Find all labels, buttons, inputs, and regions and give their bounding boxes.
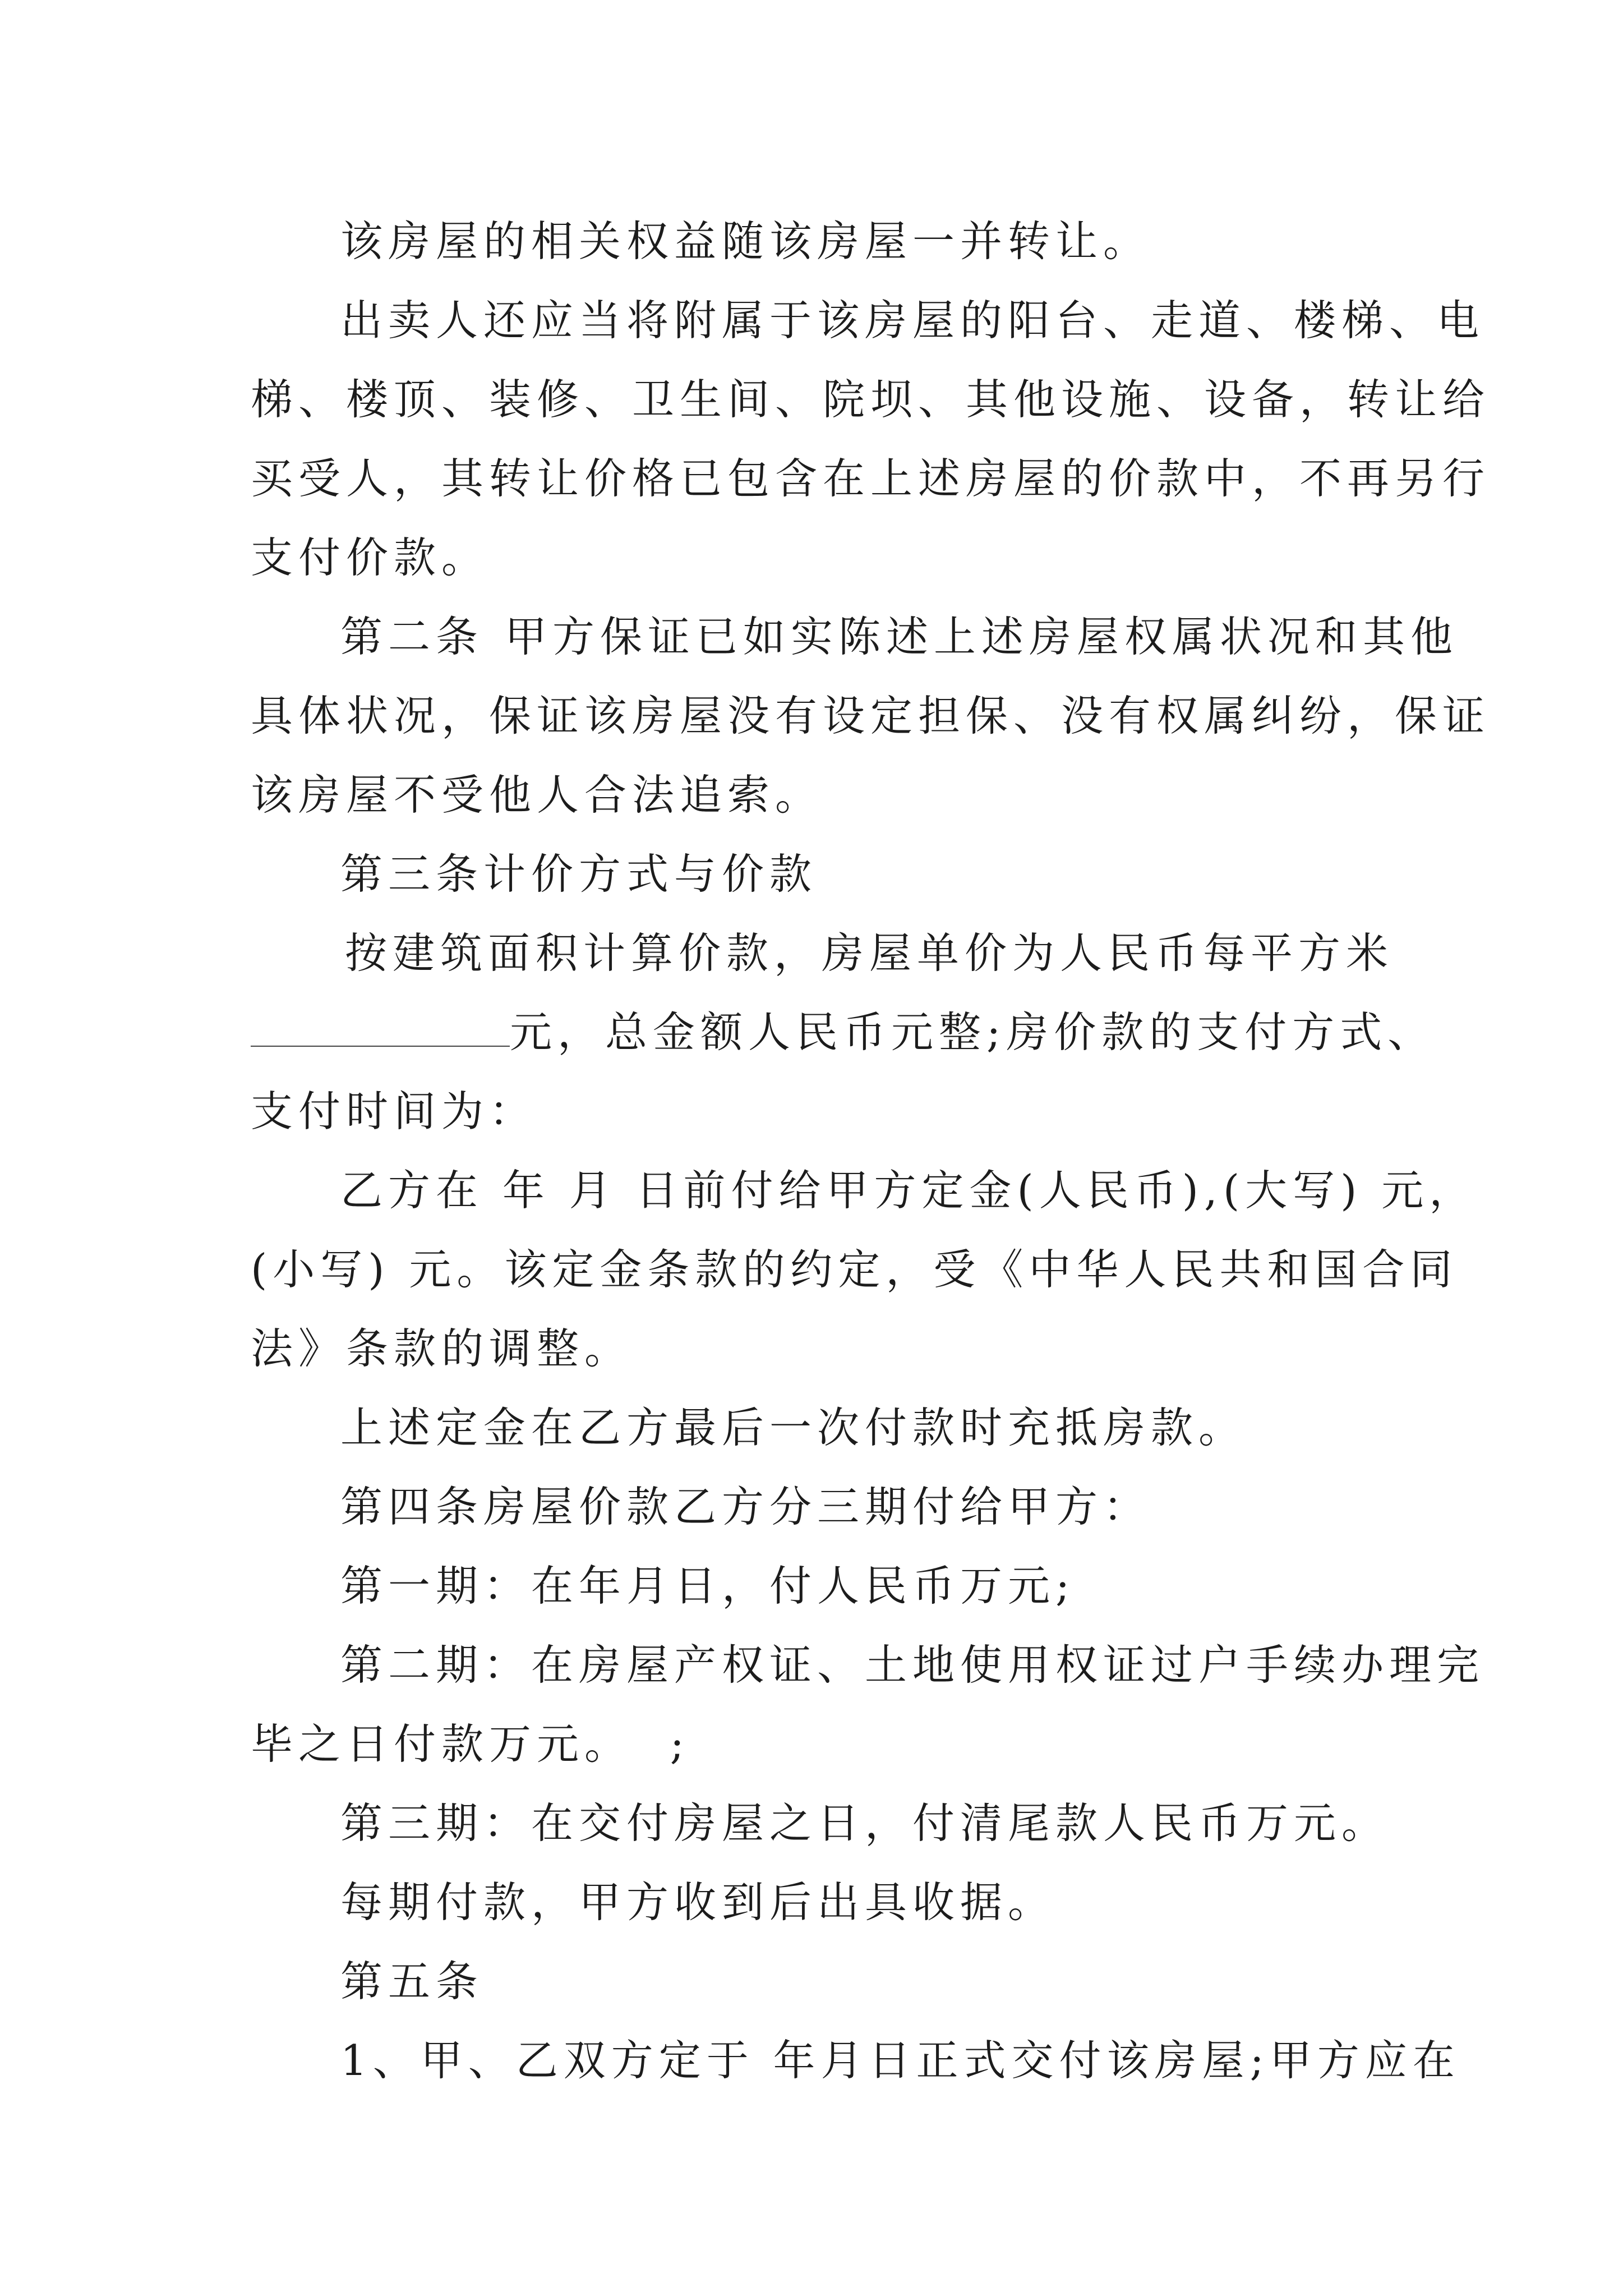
article-heading: 第五条 [340, 1957, 484, 2006]
paragraph-line: 具体状况，保证该房屋没有设定担保、没有权属纠纷，保证 [251, 691, 1491, 740]
paragraph-line: 1、甲、乙双方定于 年月日正式交付该房屋;甲方应在 [340, 2036, 1460, 2085]
price-text: 元，总金额人民币元整;房价款的支付方式、 [510, 1007, 1436, 1057]
paragraph-line: 第一期：在年月日，付人民币万元; [340, 1561, 1076, 1611]
paragraph-line: 梯、楼顶、装修、卫生间、院坝、其他设施、设备，转让给 [251, 375, 1491, 424]
fill-in-blank [251, 1006, 510, 1047]
paragraph-line: 按建筑面积计算价款，房屋单价为人民币每平方米 [345, 928, 1394, 978]
contract-text [251, 202, 1491, 2100]
paragraph-line: 上述定金在乙方最后一次付款时充抵房款。 [340, 1403, 1247, 1452]
article-heading: 第四条房屋价款乙方分三期付给甲方： [340, 1482, 1151, 1531]
paragraph-line: 该房屋的相关权益随该房屋一并转让。 [340, 217, 1151, 266]
paragraph-line: 毕之日付款万元。 ; [251, 1719, 690, 1769]
paragraph-line: 买受人，其转让价格已包含在上述房屋的价款中，不再另行 [251, 454, 1491, 503]
paragraph-line: 该房屋不受他人合法追索。 [251, 770, 823, 820]
paragraph-line [251, 993, 1436, 1072]
paragraph-line: 法》条款的调整。 [251, 1324, 633, 1373]
paragraph-line: 第三期：在交付房屋之日，付清尾款人民币万元。 [340, 1798, 1390, 1848]
paragraph-line: 每期付款，甲方收到后出具收据。 [340, 1878, 1056, 1927]
paragraph-line [251, 597, 1459, 677]
article-label: 第二条 [340, 612, 484, 661]
paragraph-line: 支付价款。 [251, 533, 490, 582]
paragraph-line: 支付时间为： [251, 1087, 537, 1136]
article-heading: 第三条计价方式与价款 [340, 849, 818, 899]
paragraph-line: 出卖人还应当将附属于该房屋的阳台、走道、楼梯、电 [340, 296, 1485, 345]
paragraph-line: (小写) 元。该定金条款的约定，受《中华人民共和国合同 [251, 1245, 1458, 1294]
paragraph-line: 第二期：在房屋产权证、土地使用权证过户手续办理完 [340, 1640, 1485, 1690]
paragraph-line: 乙方在 年 月 日前付给甲方定金(人民币),(大写) 元， [340, 1166, 1477, 1215]
article-text: 甲方保证已如实陈述上述房屋权属状况和其他 [505, 612, 1459, 661]
